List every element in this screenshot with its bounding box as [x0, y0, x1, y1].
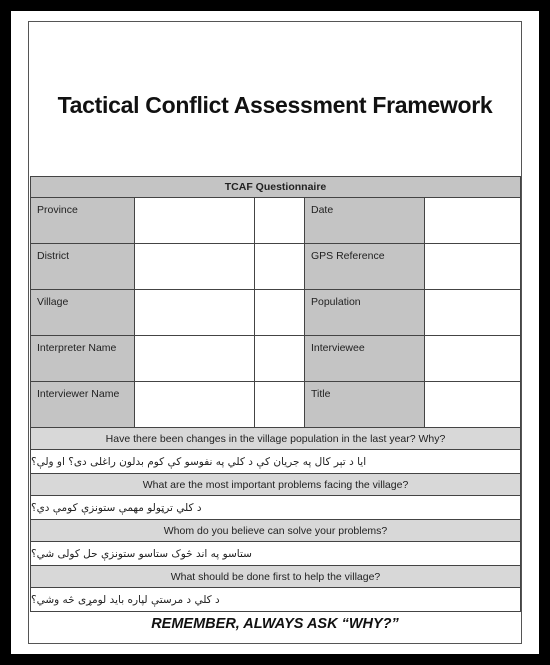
field-label-gps-reference: GPS Reference: [305, 244, 425, 290]
field-input-district[interactable]: [135, 244, 255, 290]
questionnaire-header: TCAF Questionnaire: [31, 177, 521, 198]
field-label-interviewer-name: Interviewer Name: [31, 382, 135, 428]
field-input-population[interactable]: [425, 290, 521, 336]
field-label-date: Date: [305, 198, 425, 244]
field-spacer: [255, 244, 305, 290]
field-input-date[interactable]: [425, 198, 521, 244]
question-4-english: What should be done first to help the village?: [31, 566, 521, 588]
question-3-english: Whom do you believe can solve your problems?: [31, 520, 521, 542]
field-input-gps-reference[interactable]: [425, 244, 521, 290]
page-title: Tactical Conflict Assessment Framework: [57, 92, 493, 118]
form-frame: [28, 21, 522, 644]
field-spacer: [255, 382, 305, 428]
document-page: [11, 11, 539, 654]
question-2-english: What are the most important problems facing the village?: [31, 474, 521, 496]
question-3-pashto: ستاسو په اند څوک ستاسو ستونزې حل کولی شي؟: [31, 542, 521, 566]
question-2-pashto: د کلي ترټولو مهمې ستونزې کومې دي؟: [31, 496, 521, 520]
field-label-interviewee: Interviewee: [305, 336, 425, 382]
field-spacer: [255, 198, 305, 244]
field-input-interpreter-name[interactable]: [135, 336, 255, 382]
field-label-interpreter-name: Interpreter Name: [31, 336, 135, 382]
question-1-english: Have there been changes in the village population in the last year? Why?: [31, 428, 521, 450]
field-spacer: [255, 336, 305, 382]
field-label-district: District: [31, 244, 135, 290]
question-1-pashto: ایا د تېر کال په جریان کې د کلي په نفوسو کې کوم بدلون راغلی دی؟ او ولې؟: [31, 450, 521, 474]
field-label-province: Province: [31, 198, 135, 244]
questionnaire-table: [30, 176, 521, 612]
question-4-pashto: د کلي د مرستې لپاره باید لومړی څه وشي؟: [31, 588, 521, 612]
footer-reminder: REMEMBER, ALWAYS ASK “WHY?”: [151, 616, 399, 632]
field-input-village[interactable]: [135, 290, 255, 336]
field-input-interviewer-name[interactable]: [135, 382, 255, 428]
field-label-title: Title: [305, 382, 425, 428]
field-input-title[interactable]: [425, 382, 521, 428]
field-label-village: Village: [31, 290, 135, 336]
field-input-interviewee[interactable]: [425, 336, 521, 382]
field-label-population: Population: [305, 290, 425, 336]
field-input-province[interactable]: [135, 198, 255, 244]
field-spacer: [255, 290, 305, 336]
